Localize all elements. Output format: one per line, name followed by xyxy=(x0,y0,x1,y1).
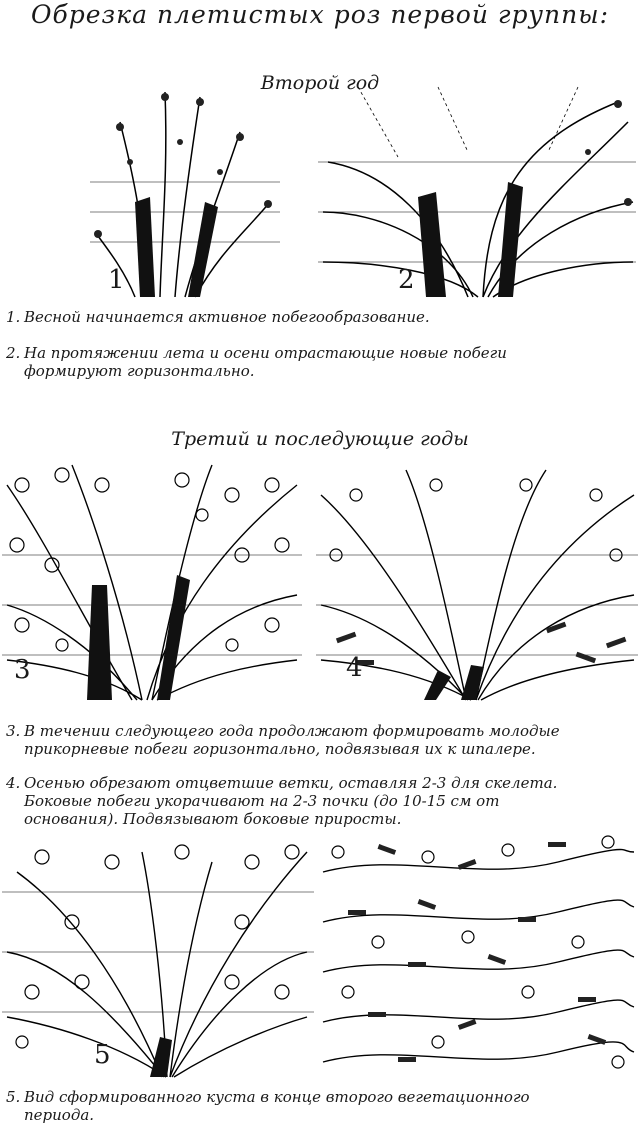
illustration-panel-3 xyxy=(2,455,302,705)
caption-5 xyxy=(6,1088,634,1124)
caption-5-line-2: периода. xyxy=(24,1106,95,1124)
section-heading-third-year: Третий и последующие годы xyxy=(171,428,469,450)
caption-4-line-3: основания). Подвязывают боковые приросты. xyxy=(24,810,402,828)
caption-1-number: 1. xyxy=(6,308,21,326)
caption-5-line-1: Вид сформированного куста в конце второго вегетационного xyxy=(24,1088,530,1106)
caption-3 xyxy=(6,722,634,758)
panel-number-2: 2 xyxy=(398,265,415,295)
pruning-marks-bush-drawing xyxy=(316,455,638,705)
caption-4-line-1: Осенью обрезают отцветшие ветки, оставляя 2-3 для скелета. xyxy=(24,774,558,792)
caption-1 xyxy=(6,308,634,326)
trellis-lateral-pruning-drawing xyxy=(318,832,636,1082)
panel-number-4: 4 xyxy=(346,653,363,683)
illustration-panel-2 xyxy=(318,82,636,302)
illustration-panel-4 xyxy=(316,455,638,705)
caption-5-number: 5. xyxy=(6,1088,21,1106)
illustration-panel-5 xyxy=(2,832,314,1082)
caption-4 xyxy=(6,774,634,828)
page-title: Обрезка плетистых роз первой группы: xyxy=(30,0,610,29)
caption-4-line-2: Боковые побеги укорачивают на 2-3 почки (до 10-15 см от xyxy=(24,792,500,810)
caption-4-number: 4. xyxy=(6,774,21,792)
illustration-panel-1 xyxy=(90,82,280,302)
caption-2 xyxy=(6,344,634,380)
caption-3-line-2: прикорневые побеги горизонтально, подвязывая их к шпалере. xyxy=(24,740,536,758)
caption-3-line-1: В течении следующего года продолжают формировать молодые xyxy=(24,722,560,740)
flowering-bush-drawing xyxy=(2,455,302,705)
caption-2-line-1: На протяжении лета и осени отрастающие новые побеги xyxy=(24,344,507,362)
caption-1-text: Весной начинается активное побегообразование. xyxy=(24,308,430,326)
caption-2-line-2: формируют горизонтально. xyxy=(24,362,255,380)
section-heading-second-year: Второй год xyxy=(260,72,380,94)
panel-number-1: 1 xyxy=(108,265,125,295)
panel-number-3: 3 xyxy=(14,655,31,685)
formed-bush-drawing xyxy=(2,832,314,1082)
panel-number-5: 5 xyxy=(94,1040,111,1070)
illustration-panel-6 xyxy=(318,832,636,1082)
caption-3-number: 3. xyxy=(6,722,21,740)
caption-2-number: 2. xyxy=(6,344,21,362)
horizontal-shoots-drawing xyxy=(318,82,636,302)
